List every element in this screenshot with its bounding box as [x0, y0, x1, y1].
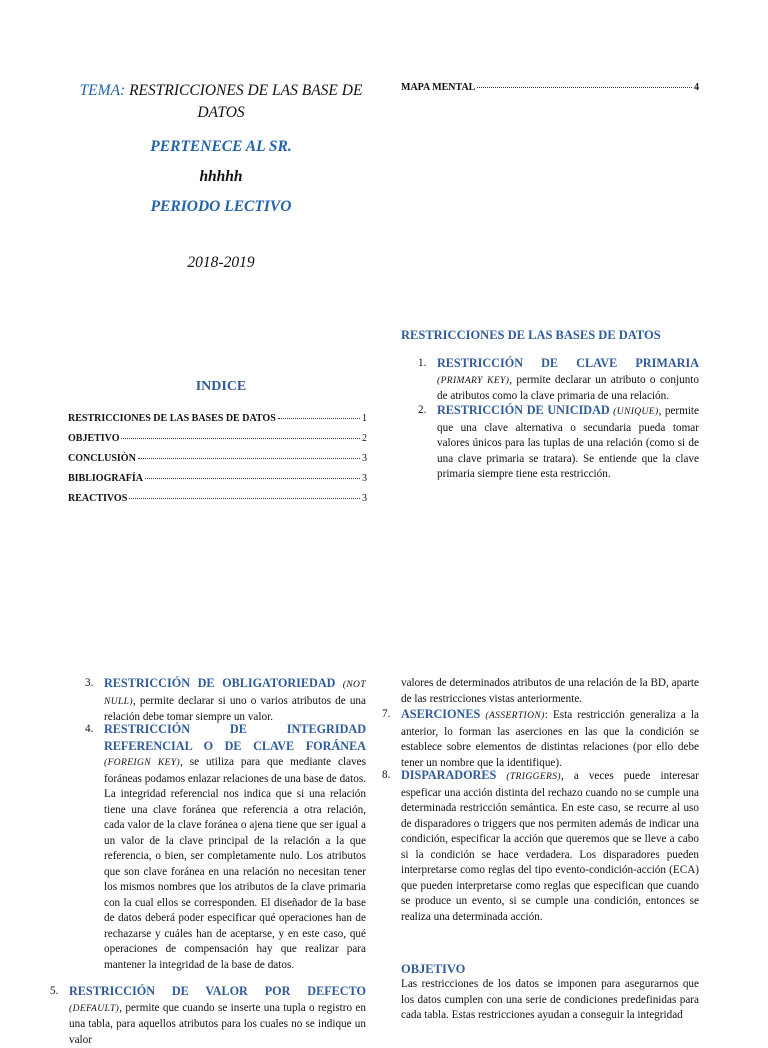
- toc-entry[interactable]: [68, 432, 367, 445]
- cover-year: 2018-2019: [187, 254, 255, 271]
- toc-entry-page: 3: [362, 473, 367, 484]
- toc-dots: [477, 87, 692, 88]
- list-item: [50, 984, 366, 1048]
- list-number: 7.: [382, 708, 391, 720]
- toc-dots: [145, 478, 360, 479]
- list-number: 8.: [382, 769, 391, 781]
- toc-entry-label: RESTRICCIONES DE LAS BASES DE DATOS: [68, 413, 276, 424]
- toc-entry-page: 3: [362, 453, 367, 464]
- list-item: [418, 403, 699, 483]
- item-text: valores de determinados atributos de una relación de la BD, aparte de las restricciones vistas anteriormente.: [401, 677, 699, 705]
- item-keyword: (ASSERTION): [485, 711, 545, 721]
- item-text: , permite declarar si uno o varios atributos de una relación debe tomar siempre un valor.: [104, 694, 366, 723]
- toc-entry-page: 1: [362, 413, 367, 424]
- list-number: 2.: [418, 404, 427, 416]
- cover-periodo: PERIODO LECTIVO: [150, 198, 292, 215]
- item-text: , permite declarar un atributo o conjunto de atributos como la clave primaria de una relación.: [437, 373, 699, 402]
- toc-entry-label: CONCLUSIÒN: [68, 453, 136, 464]
- toc-entry-page: 4: [694, 82, 699, 93]
- list-number: 3.: [85, 677, 94, 689]
- cover-tema: [66, 80, 376, 124]
- item-heading: RESTRICCIÓN DE INTEGRIDAD REFERENCIAL O DE CLAVE FORÁNEA: [104, 722, 366, 753]
- item-keyword: (TRIGGERS): [506, 772, 561, 782]
- item-heading: RESTRICCIÓN DE OBLIGATORIEDAD: [104, 676, 336, 690]
- index-title: INDICE: [195, 379, 247, 394]
- objetivo-title: OBJETIVO: [401, 962, 466, 976]
- item-keyword: (DEFAULT): [69, 1003, 120, 1014]
- cover-title-block: [66, 80, 376, 216]
- item-keyword: (NOT NULL): [104, 680, 366, 707]
- item-text: , permite que una clave alternativa o secundaria pueda tomar valores únicos para las tuplas de una relación (como si de una clave primaria se tratara). Se entiende que la clave primaria siempre tiene esta restricción.: [437, 405, 699, 480]
- toc-dots: [121, 438, 360, 439]
- list-number: 5.: [50, 985, 59, 997]
- toc-entry-page: 2: [362, 433, 367, 444]
- list-item: [382, 707, 699, 771]
- toc-entry[interactable]: [68, 412, 367, 425]
- cover-name: hhhhh: [199, 168, 243, 185]
- item-text: , se utiliza para que mediante claves foráneas podamos enlazar relaciones de una base de datos. La integridad referencial nos indica que si una relación tiene una clave foránea que referencia a otra relación, cada valor de la clave foránea o ajena tiene que ser igual a un valor de la clave principal de la relación a la que referencia, o bien, ser completamente nulo. Los atributos que son clave foránea en una relación no necesitan tener los mismos nombres que los atributos de la clave primaria con la cual ellos se corresponden. El diseñador de la base de datos deberá poder especificar qué operaciones han de rechazarse y cuáles han de aceptarse, y en este caso, qué operaciones de compensación hay que realizar para mantener la integridad de la base de datos.: [104, 756, 366, 971]
- list-item-continued: [401, 676, 699, 707]
- item-heading: RESTRICCIÓN DE VALOR POR DEFECTO: [69, 984, 366, 998]
- toc-entry-mapa[interactable]: [401, 82, 699, 93]
- toc-dots: [138, 458, 360, 459]
- list-item: [418, 356, 699, 405]
- list-number: 4.: [85, 723, 94, 735]
- toc-entry[interactable]: [68, 492, 367, 505]
- tema-label: TEMA:: [79, 82, 126, 99]
- item-keyword: (UNIQUE): [613, 407, 659, 417]
- list-item: [382, 768, 699, 925]
- toc-dots: [129, 498, 360, 499]
- objetivo-text: Las restricciones de los datos se imponen para asegurarnos que los datos cumplen con una serie de condiciones predefinidas para cada tabla. Estas restricciones ayudan a conseguir la integridad: [401, 978, 699, 1021]
- toc-entry[interactable]: [68, 472, 367, 485]
- toc-dots: [278, 418, 360, 419]
- item-text: , permite que cuando se inserte una tupla o registro en una tabla, para aquellos atributos para los cuales no se indique un valor: [69, 1001, 366, 1046]
- item-heading: RESTRICCIÓN DE UNICIDAD: [437, 403, 610, 417]
- toc-entry-label: BIBLIOGRAFÍA: [68, 473, 144, 484]
- list-item: [85, 676, 366, 726]
- list-number: 1.: [418, 357, 427, 369]
- item-text: , a veces puede interesar espeficar una acción distinta del rechazo cuando no se cumple una determinada restricción semántica. En este caso, se recurre al uso de disparadores o triggers que nos permiten además de indicar una condición, especificar la acción que queremos que se lleve a cabo si la condición se hace verdadera. Los disparadores pueden interpretarse como reglas del tipo evento-condición-acción (ECA) que pueden interpretarse como reglas que especifican que cuando se produce un evento, si se cumple una condición, entonces se realiza una determinada acción.: [401, 770, 699, 923]
- item-heading: ASERCIONES: [401, 707, 481, 721]
- toc-entry-label: OBJETIVO: [68, 433, 120, 444]
- toc-entry-page: 3: [362, 493, 367, 504]
- toc-entry[interactable]: [68, 452, 367, 465]
- tema-text: RESTRICCIONES DE LAS BASE DE DATOS: [129, 82, 363, 121]
- item-heading: DISPARADORES: [401, 768, 497, 782]
- toc-entry-label: MAPA MENTAL: [401, 82, 476, 93]
- item-keyword: (PRIMARY KEY): [437, 375, 510, 386]
- list-item: [85, 722, 366, 973]
- item-heading: RESTRICCIÓN DE CLAVE PRIMARIA: [437, 356, 699, 370]
- section-title: RESTRICCIONES DE LAS BASES DE DATOS: [401, 328, 661, 342]
- cover-pertenece: PERTENECE AL SR.: [150, 138, 292, 155]
- toc-entry-label: REACTIVOS: [68, 493, 128, 504]
- item-text: : Esta restricción generaliza a la anterior, lo forman las aserciones en las que la condición se establece sobre elementos de distintas relaciones (por ello debe tener un nombre que la identifique).: [401, 709, 699, 769]
- item-keyword: (FOREIGN KEY): [104, 758, 181, 768]
